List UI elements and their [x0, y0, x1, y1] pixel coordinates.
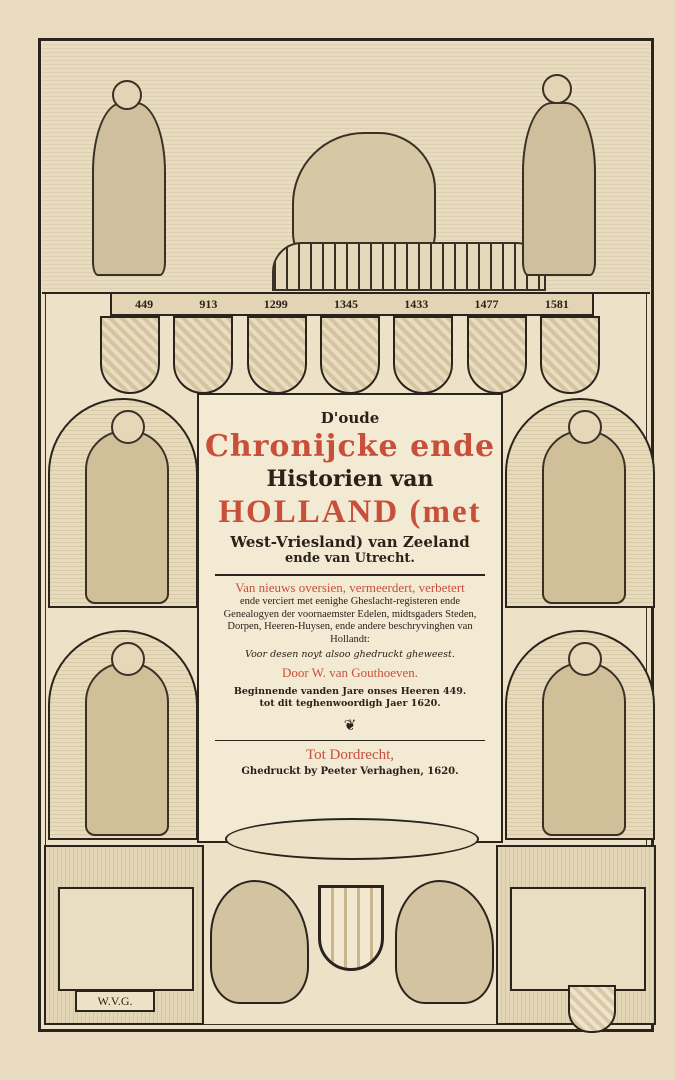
banner-year: 1581: [544, 296, 569, 311]
title-line-holland: HOLLAND (met: [218, 494, 482, 530]
knight-head-left: [112, 80, 142, 110]
garden-fence: [272, 242, 546, 291]
beginning-line-2: tot dit teghenwoordigh Jaer 1620.: [259, 698, 441, 709]
trophy-panel-left: [58, 887, 194, 991]
count-figure-upper-right: [542, 430, 626, 604]
banner-year: 1433: [404, 296, 429, 311]
lion-shield-icon: [173, 316, 233, 394]
banner-year: 1345: [333, 296, 358, 311]
dordrecht-arms-shield-icon: [318, 885, 384, 971]
beginning-line: [199, 686, 501, 710]
coats-of-arms-row: [100, 316, 600, 398]
title-divider: [215, 574, 485, 576]
niche-lower-left: [48, 630, 198, 840]
scrollwork-ornament: [225, 818, 479, 860]
knight-figure-right: [522, 102, 596, 276]
knight-figure-left: [92, 102, 166, 276]
quartered-arms-shield-icon: [467, 316, 527, 394]
title-line-doude: D'oude: [320, 409, 380, 427]
count-figure-lower-left: [85, 662, 169, 836]
count-figure-lower-right: [542, 662, 626, 836]
title-panel: [197, 393, 503, 843]
knight-head-right: [542, 74, 572, 104]
small-crest-shield-icon: [568, 985, 616, 1033]
title-line-historien: Historien van: [266, 466, 434, 492]
banner-year: 1299: [263, 296, 288, 311]
imprint-divider: [215, 740, 485, 741]
monogram-plate: W.V.G.: [75, 990, 155, 1012]
checkered-shield-icon: [393, 316, 453, 394]
title-line-chronijcke: Chronijcke ende: [204, 429, 496, 464]
count-figure-upper-left: [85, 430, 169, 604]
beginning-line-1: Beginnende vanden Jare onses Heeren 449.: [233, 686, 467, 697]
title-line-utrecht: ende van Utrecht.: [285, 551, 415, 566]
years-banner: [110, 292, 594, 316]
lions-quartered-shield-icon: [247, 316, 307, 394]
banner-year: 1477: [474, 296, 499, 311]
fleur-de-lis-shield-icon: [100, 316, 160, 394]
banner-year: 449: [135, 296, 154, 311]
top-allegorical-scene: [42, 42, 650, 294]
imprint-printer: Ghedruckt by Peeter Verhaghen, 1620.: [241, 766, 459, 777]
author-line: Door W. van Gouthoeven.: [281, 665, 419, 680]
description-text: ende verciert met eenighe Gheslacht-registeren ende Genealogyen der voornaemster Edelen, midtsgaders Steden, Dorpen, Heeren-Huysen, ende andere beschryvinghen van Hollandt:: [223, 596, 477, 645]
ship-panel-right: [510, 887, 646, 991]
lion-rampant-shield-icon: [320, 316, 380, 394]
title-line-westvriesland: West-Vriesland) van Zeeland: [230, 533, 470, 551]
imprint-place: Tot Dordrecht,: [305, 747, 395, 763]
subtitle-red: Van nieuws oversien, vermeerdert, verbetert: [235, 580, 465, 595]
cross-shield-icon: [540, 316, 600, 394]
niche-upper-left: [48, 398, 198, 608]
banner-year: 913: [199, 296, 218, 311]
niche-upper-right: [505, 398, 655, 608]
niche-lower-right: [505, 630, 655, 840]
fleuron-icon: ❦: [343, 716, 357, 734]
never-printed-note: Voor desen noyt alsoo ghedruckt gheweest.: [245, 649, 455, 660]
